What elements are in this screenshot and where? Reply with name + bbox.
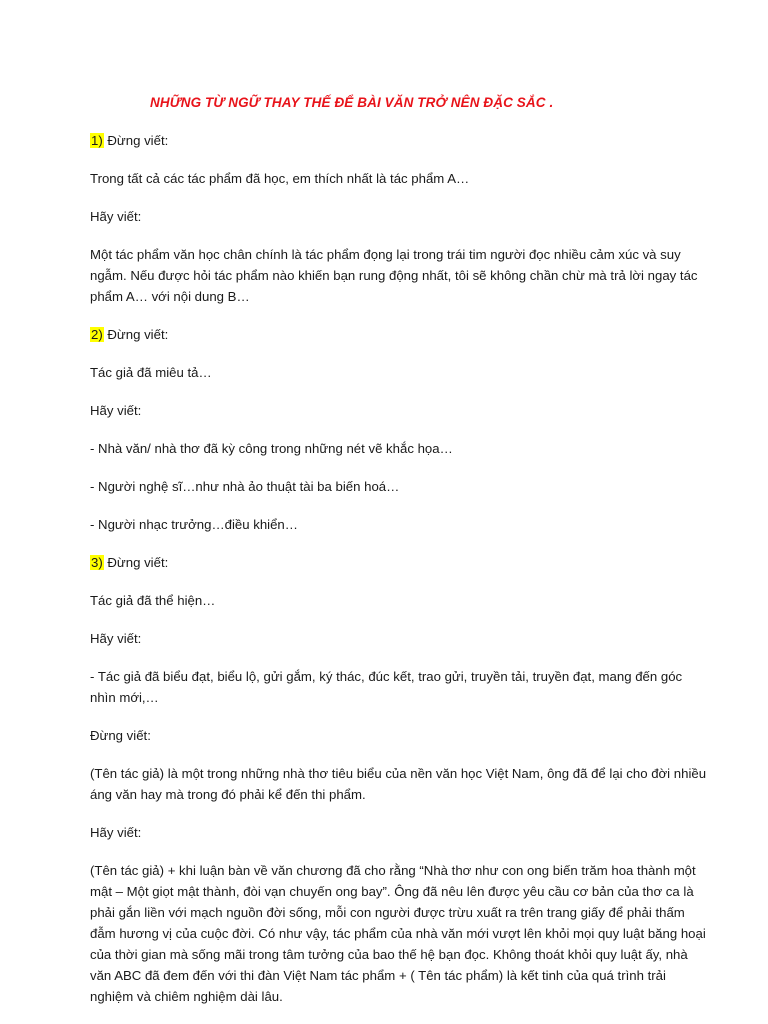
section-1-number: 1): [91, 133, 103, 148]
section-2-dont-label: Đừng viết:: [103, 327, 169, 342]
extra-do-text: (Tên tác giả) + khi luận bàn về văn chương đã cho rằng “Nhà thơ như con ong biến trăm hoa thành một mật – Một giọt mật thành, đòi vạn chuyến ong bay”. Ông đã nêu lên được yêu cầu cơ bản của thơ ca là phải gắn liền với mạch nguồn đời sống, mỗi con người được trừu xuất ra trên trang giấy để phải thấm đẫm hương vị của cuộc đời. Có như vậy, tác phẩm của nhà văn mới vượt lên khỏi mọi quy luật băng hoại của thời gian mà sống mãi trong tâm tưởng của bao thế hệ bạn đọc. Không thoát khỏi quy luật ấy, nhà văn ABC đã đem đến với thi đàn Việt Nam tác phẩm + ( Tên tác phẩm) là kết tinh của quá trình trải nghiệm và chiêm nghiệm dài lâu.: [90, 863, 706, 1004]
section-1-dont-label: Đừng viết:: [103, 133, 169, 148]
section-2-do-item: - Nhà văn/ nhà thơ đã kỳ công trong những nét vẽ khắc họa…: [90, 441, 453, 456]
section-3-do-label: Hãy viết:: [90, 631, 142, 646]
section-3-dont-text: Tác giả đã thể hiện…: [90, 593, 216, 608]
document-title: NHỮNG TỪ NGỮ THAY THẾ ĐỂ BÀI VĂN TRỞ NÊN ĐẶC SẮC .: [150, 95, 554, 110]
section-1-heading: [90, 130, 708, 151]
section-2-dont-text: Tác giả đã miêu tả…: [90, 365, 212, 380]
section-3-heading: [90, 552, 708, 573]
section-3-dont-label: Đừng viết:: [103, 555, 169, 570]
extra-dont-label: Đừng viết:: [90, 728, 151, 743]
section-2-heading: [90, 324, 708, 345]
section-2-do-item: - Người nghệ sĩ…như nhà ảo thuật tài ba biến hoá…: [90, 479, 400, 494]
extra-dont-text: (Tên tác giả) là một trong những nhà thơ tiêu biểu của nền văn học Việt Nam, ông đã để lại cho đời nhiều áng văn hay mà trong đó phải kể đến thi phẩm.: [90, 766, 707, 802]
section-2-do-item: - Người nhạc trưởng…điều khiển…: [90, 517, 298, 532]
section-2-do-label: Hãy viết:: [90, 403, 142, 418]
section-1-dont-text: Trong tất cả các tác phẩm đã học, em thích nhất là tác phẩm A…: [90, 171, 470, 186]
section-1-do-label: Hãy viết:: [90, 209, 142, 224]
section-3-number: 3): [91, 555, 103, 570]
section-2-number: 2): [91, 327, 103, 342]
section-1-do-text: Một tác phẩm văn học chân chính là tác phẩm đọng lại trong trái tim người đọc nhiều cảm xúc và suy ngẫm. Nếu được hỏi tác phẩm nào khiến bạn rung động nhất, tôi sẽ không chần chừ mà trả lời ngay tác phẩm A… với nội dung B…: [90, 247, 698, 304]
section-3-do-text: - Tác giả đã biểu đạt, biểu lộ, gửi gắm, ký thác, đúc kết, trao gửi, truyền tải, truyền đạt, mang đến góc nhìn mới,…: [90, 669, 683, 705]
extra-do-label: Hãy viết:: [90, 825, 142, 840]
